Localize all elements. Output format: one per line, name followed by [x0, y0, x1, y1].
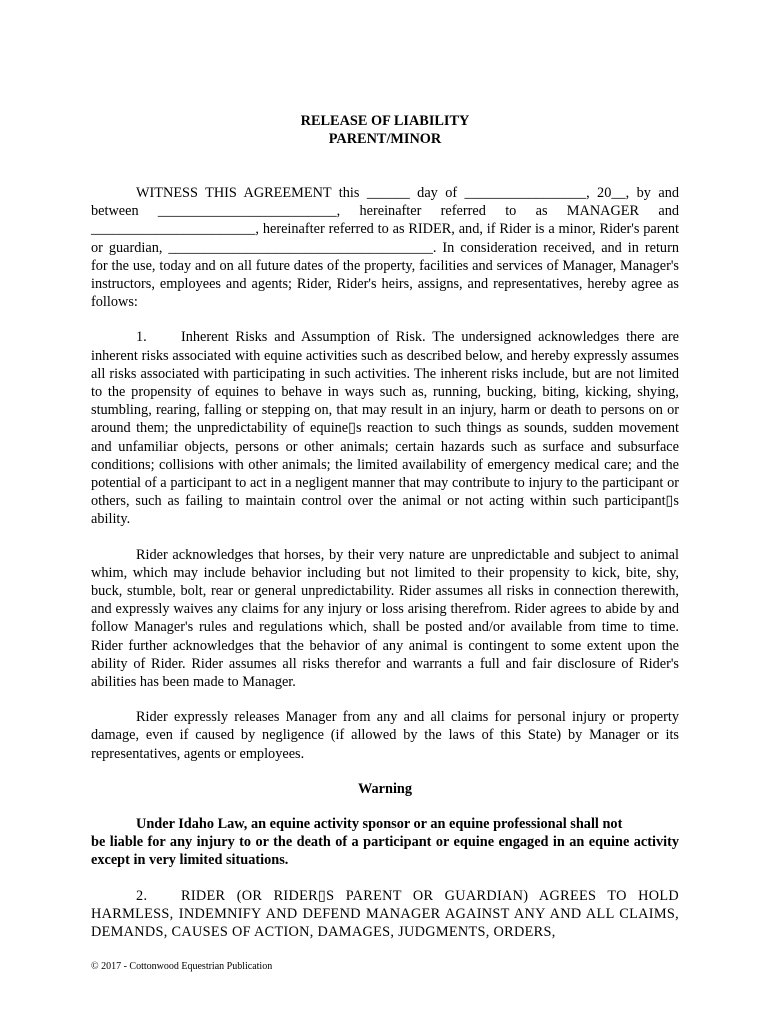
section-2-number: 2. [136, 887, 148, 904]
warning-rest: be liable for any injury to or the death of a participant or equine engaged in an equine activity except in very limited situations. [91, 834, 679, 869]
warning-statement [91, 815, 679, 870]
section-1-paragraph [91, 328, 679, 528]
section-2-paragraph [91, 887, 679, 942]
document-title: RELEASE OF LIABILITY [300, 113, 470, 129]
document-subtitle: PARENT/MINOR [328, 131, 442, 147]
intro-paragraph: WITNESS THIS AGREEMENT this ______ day of _________________, 20__, by and between _________________________, hereinafter referred to as MANAGER and _______________________, hereinafter referred to as RIDER, and, if Rider is a minor, Rider's parent or guardian, _____________________________________. In consideration received, and in return for the use, today and on all future dates of the property, facilities and services of Manager, Manager's instructors, employees and agents; Rider, Rider's heirs, assigns, and representatives, hereby agree as follows: [91, 185, 679, 311]
section-1-number: 1. [136, 329, 147, 346]
warning-heading: Warning [357, 780, 413, 797]
warning-line-1: Under Idaho Law, an equine activity sponsor or an equine professional shall not [136, 815, 623, 832]
footer-copyright: © 2017 - Cottonwood Equestrian Publication [91, 961, 273, 972]
section-2-text: RIDER (OR RIDER▯S PARENT OR GUARDIAN) AGREES TO HOLD HARMLESS, INDEMNIFY AND DEFEND MANAGER AGAINST ANY AND ALL CLAIMS, DEMANDS, CAUSES OF ACTION, DAMAGES, JUDGMENTS, ORDERS, [91, 887, 679, 940]
section-1-text: Inherent Risks and Assumption of Risk. The undersigned acknowledges there are inherent risks associated with equine activities such as described below, and hereby expressly assumes all risks associated with participating in such activities. The inherent risks include, but are not limited to the propensity of equines to behave in ways such as, running, bucking, biting, kicking, shying, stumbling, rearing, falling or stepping on, that may result in an injury, harm or death to persons on or around them; the unpredictability of equine▯s reaction to such things as sounds, sudden movement and unfamiliar objects, persons or other animals; certain hazards such as surface and subsurface conditions; collisions with other animals; the limited availability of emergency medical care; and the potential of a participant to act in a negligent manner that may contribute to injury to the participant or others, such as failing to maintain control over the animal or not acting within such participant▯s ability. [91, 329, 679, 528]
rider-acknowledgement-paragraph: Rider acknowledges that horses, by their very nature are unpredictable and subject to animal whim, which may include behavior including but not limited to their propensity to kick, bite, shy, buck, stumble, bolt, rear or general unpredictability. Rider assumes all risks in connection therewith, and expressly waives any claims for any injury or loss arising therefrom. Rider agrees to abide by and follow Manager's rules and regulations which, shall be posted and/or available from time to time. Rider further acknowledges that the behavior of any animal is contingent to some extent upon the ability of Rider. Rider assumes all risks therefor and warrants a full and fair disclosure of Rider's abilities has been made to Manager. [91, 546, 679, 691]
release-paragraph: Rider expressly releases Manager from any and all claims for personal injury or property damage, even if caused by negligence (if allowed by the laws of this State) by Manager or its representatives, agents or employees. [91, 709, 679, 762]
